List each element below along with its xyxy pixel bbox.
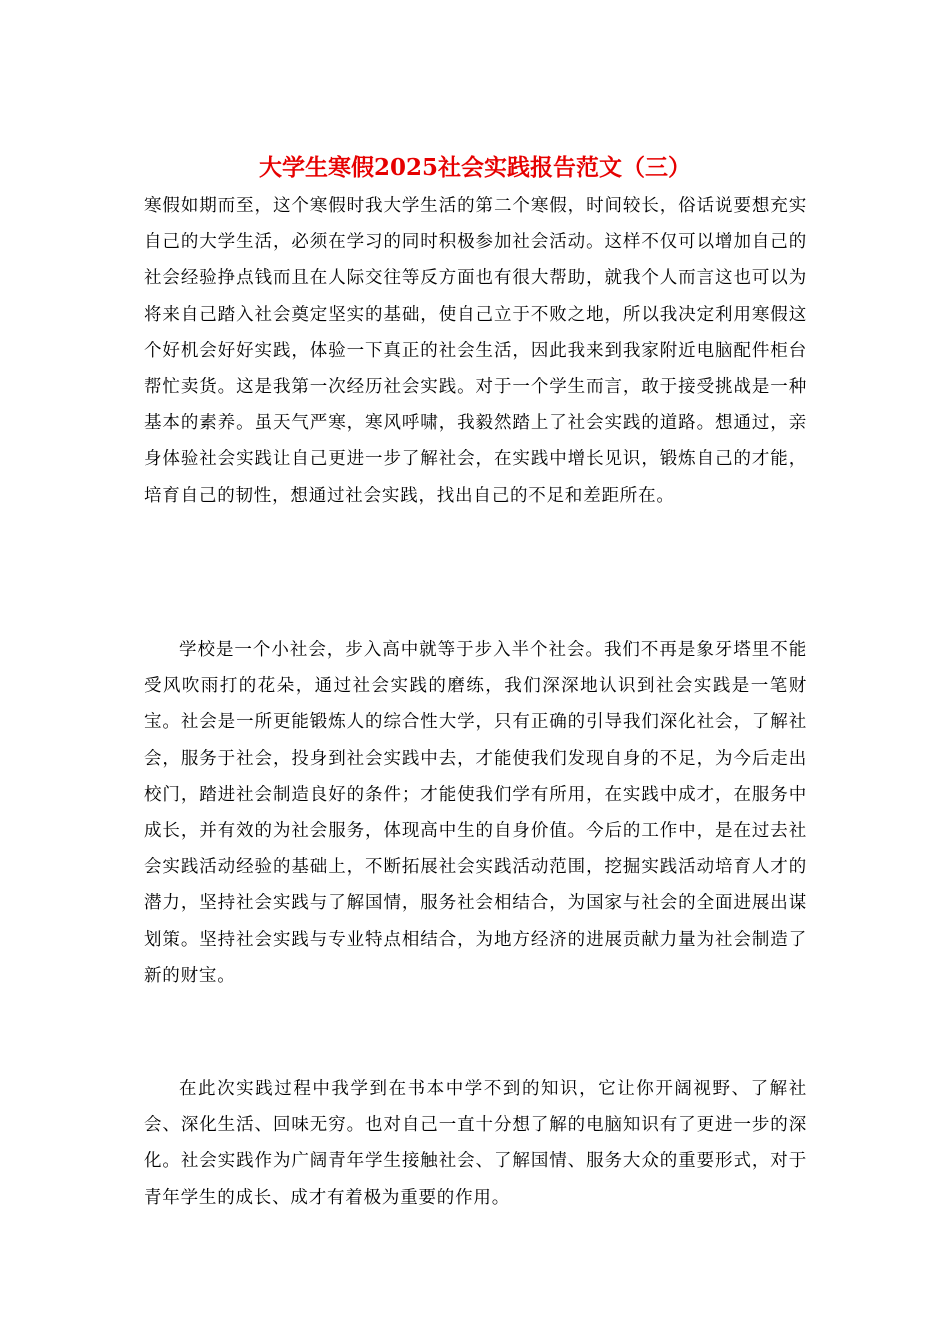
paragraph-2: 学校是一个小社会，步入高中就等于步入半个社会。我们不再是象牙塔里不能受风吹雨打的花朵，通过社会实践的磨练，我们深深地认识到社会实践是一笔财宝。社会是一所更能锻炼人的综合性大学，只有正确的引导我们深化社会，了解社会，服务于社会，投身到社会实践中去，才能使我们发现自身的不足，为今后走出校门，踏进社会制造良好的条件；才能使我们学有所用，在实践中成才，在服务中成长，并有效的为社会服务，体现高中生的自身价值。今后的工作中，是在过去社会实践活动经验的基础上，不断拓展社会实践活动范围，挖掘实践活动培育人才的潜力，坚持社会实践与了解国情，服务社会相结合，为国家与社会的全面进展出谋划策。坚持社会实践与专业特点相结合，为地方经济的进展贡献力量为社会制造了新的财宝。 (144, 640, 807, 986)
paragraph-1: 寒假如期而至，这个寒假时我大学生活的第二个寒假，时间较长，俗话说要想充实自己的大学生活，必须在学习的同时积极参加社会活动。这样不仅可以增加自己的社会经验挣点钱而且在人际交往等反方面也有很大帮助，就我个人而言这也可以为将来自己踏入社会奠定坚实的基础，使自己立于不败之地，所以我决定利用寒假这个好机会好好实践，体验一下真正的社会生活，因此我来到我家附近电脑配件柜台帮忙卖货。这是我第一次经历社会实践。对于一个学生而言，敢于接受挑战是一种基本的素养。虽天气严寒，寒风呼啸，我毅然踏上了社会实践的道路。想通过，亲身体验社会实践让自己更进一步了解社会，在实践中增长见识，锻炼自己的才能，培育自己的韧性，想通过社会实践，找出自己的不足和差距所在。 (144, 196, 807, 506)
paragraph-3: 在此次实践过程中我学到在书本中学不到的知识，它让你开阔视野、了解社会、深化生活、回味无穷。也对自己一直十分想了解的电脑知识有了更进一步的深化。社会实践作为广阔青年学生接触社会、了解国情、服务大众的重要形式，对于青年学生的成长、成才有着极为重要的作用。 (144, 1079, 807, 1208)
document-title: 大学生寒假2025社会实践报告范文（三） (258, 154, 691, 181)
